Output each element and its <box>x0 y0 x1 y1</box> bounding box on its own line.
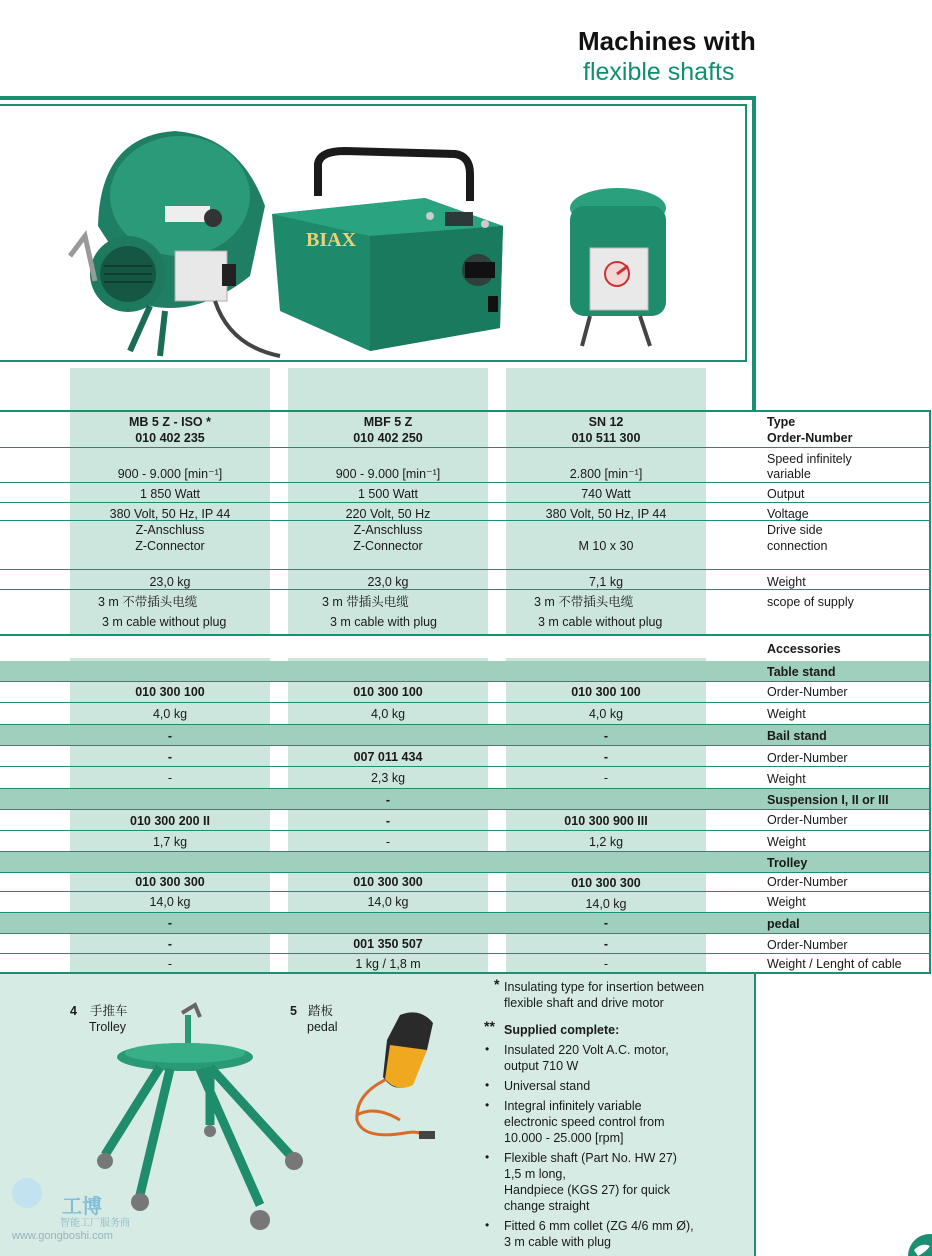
pedal-number: 5 <box>290 1004 297 1018</box>
suspension-order-2: - <box>385 814 391 828</box>
bullet-marker: • <box>485 1078 490 1092</box>
supply-cn-1: 3 m 不带插头电缆 <box>98 595 198 609</box>
pedal-label-cn: 踏板 <box>308 1004 334 1018</box>
note-2: Supplied complete: <box>504 1023 620 1037</box>
voltage-1: 380 Volt, 50 Hz, IP 44 <box>109 507 231 521</box>
supply-cn-2: 3 m 带插头电缆 <box>322 595 409 609</box>
table-stand-weight-2: 4,0 kg <box>370 707 406 721</box>
label-trolley-order: Order-Number <box>767 875 848 889</box>
globe-icon <box>904 1230 932 1256</box>
table-stand-weight-3: 4,0 kg <box>588 707 624 721</box>
bullet-3-line-1: Integral infinitely variable <box>504 1099 642 1113</box>
supply-en-3: 3 m cable without plug <box>538 615 663 629</box>
label-type: Type <box>767 415 796 429</box>
note-2star: ** <box>484 1018 495 1034</box>
suspension-band-2: - <box>385 793 391 807</box>
voltage-2: 220 Volt, 50 Hz <box>345 507 431 521</box>
speed-2: 900 - 9.000 [min⁻¹] <box>335 467 441 481</box>
label-drive-2: connection <box>767 539 828 553</box>
output-1: 1 850 Watt <box>140 487 200 501</box>
weight-1: 23,0 kg <box>149 575 191 589</box>
bullet-5-line-2: 3 m cable with plug <box>504 1235 612 1249</box>
bail-weight-2: 2,3 kg <box>370 771 406 785</box>
suspension-weight-1: 1,7 kg <box>152 835 188 849</box>
bullet-1-line-2: output 710 W <box>504 1059 579 1073</box>
pedal-weight-2: 1 kg / 1,8 m <box>355 957 421 971</box>
page-title: Machines with <box>578 26 756 56</box>
bullet-4-line-3: Handpiece (KGS 27) for quick <box>504 1183 671 1197</box>
biax-logo: BIAX <box>306 229 357 251</box>
bullet-4-line-1: Flexible shaft (Part No. HW 27) <box>504 1151 677 1165</box>
label-bail-weight: Weight <box>767 772 806 786</box>
page-subtitle: flexible shafts <box>583 58 735 86</box>
product-order-2: 010 402 250 <box>353 431 423 445</box>
section-table-stand: Table stand <box>767 665 836 679</box>
bail-order-1: - <box>167 750 173 764</box>
section-bail-stand: Bail stand <box>767 729 827 743</box>
bullet-marker: • <box>485 1150 490 1164</box>
supply-cn-3: 3 m 不带插头电缆 <box>534 595 634 609</box>
note-star: * <box>494 976 500 992</box>
trolley-order-3: 010 300 300 <box>571 876 641 890</box>
table-stand-order-3: 010 300 100 <box>571 685 641 699</box>
note-1a: Insulating type for insertion between <box>504 980 705 994</box>
label-weight-cable: Weight / Lenght of cable <box>767 957 902 971</box>
supply-en-2: 3 m cable with plug <box>330 615 438 629</box>
machine-sn12-image <box>570 188 666 346</box>
trolley-label-en: Trolley <box>89 1020 127 1034</box>
trolley-label-cn: 手推车 <box>90 1004 128 1018</box>
bail-order-2: 007 011 434 <box>353 750 423 764</box>
weight-2: 23,0 kg <box>367 575 409 589</box>
watermark-url: www.gongboshi.com <box>12 1230 113 1242</box>
trolley-order-1: 010 300 300 <box>135 875 205 889</box>
speed-3: 2.800 [min⁻¹] <box>569 467 643 481</box>
suspension-weight-2: - <box>385 835 391 849</box>
note-1b: flexible shaft and drive motor <box>504 996 664 1010</box>
drive-2b: Z-Connector <box>353 539 423 553</box>
label-suspension-order: Order-Number <box>767 813 848 827</box>
trolley-weight-3: 14,0 kg <box>585 897 627 911</box>
pedal-band-3: - <box>603 916 609 930</box>
product-order-1: 010 402 235 <box>135 431 205 445</box>
trolley-order-2: 010 300 300 <box>353 875 423 889</box>
machine-mbf5z-image <box>272 151 503 351</box>
label-speed-1: Speed infinitely <box>767 452 852 466</box>
pedal-order-3: - <box>603 937 609 951</box>
label-weight: Weight <box>767 575 806 589</box>
machine-photos <box>0 106 745 362</box>
pedal-weight-3: - <box>603 957 609 971</box>
section-trolley: Trolley <box>767 856 808 870</box>
product-type-3: SN 12 <box>588 415 624 429</box>
label-bail-order: Order-Number <box>767 751 848 765</box>
bullet-4-line-4: change straight <box>504 1199 590 1213</box>
speed-1: 900 - 9.000 [min⁻¹] <box>117 467 223 481</box>
watermark-logo: 工博 <box>62 1196 102 1218</box>
bullet-1-line-1: Insulated 220 Volt A.C. motor, <box>504 1043 669 1057</box>
trolley-weight-2: 14,0 kg <box>367 895 409 909</box>
bail-weight-3: - <box>603 771 609 785</box>
pedal-band-1: - <box>167 916 173 930</box>
label-pedal-order: Order-Number <box>767 938 848 952</box>
machine-mb5z-image <box>70 131 280 356</box>
trolley-weight-1: 14,0 kg <box>149 895 191 909</box>
photo-panel <box>0 104 747 362</box>
bail-order-3: - <box>603 750 609 764</box>
product-type-1: MB 5 Z - ISO * <box>129 415 211 429</box>
pedal-order-1: - <box>167 937 173 951</box>
table-stand-weight-1: 4,0 kg <box>152 707 188 721</box>
watermark-subtitle: 智能工厂服务商 <box>60 1218 130 1229</box>
pedal-weight-1: - <box>167 957 173 971</box>
bullet-marker: • <box>485 1218 490 1232</box>
bullet-4-line-2: 1,5 m long, <box>504 1167 566 1181</box>
suspension-order-1: 010 300 200 II <box>130 814 210 828</box>
weight-3: 7,1 kg <box>588 575 624 589</box>
suspension-order-3: 010 300 900 III <box>564 814 648 828</box>
label-drive-1: Drive side <box>767 523 823 537</box>
bullet-3-line-3: 10.000 - 25.000 [rpm] <box>504 1131 624 1145</box>
drive-1b: Z-Connector <box>135 539 205 553</box>
bullet-5-line-1: Fitted 6 mm collet (ZG 4/6 mm Ø), <box>504 1219 694 1233</box>
output-2: 1 500 Watt <box>358 487 418 501</box>
label-speed-2: variable <box>767 467 811 481</box>
product-type-2: MBF 5 Z <box>363 415 413 429</box>
label-accessories: Accessories <box>767 642 841 656</box>
bail-band-1: - <box>167 729 173 743</box>
voltage-3: 380 Volt, 50 Hz, IP 44 <box>545 507 667 521</box>
bail-weight-1: - <box>167 771 173 785</box>
trolley-number: 4 <box>70 1004 77 1018</box>
watermark-mascot-icon <box>12 1178 42 1208</box>
pedal-order-2: 001 350 507 <box>353 937 423 951</box>
label-table-stand-order: Order-Number <box>767 685 848 699</box>
label-suspension-weight: Weight <box>767 835 806 849</box>
supply-en-1: 3 m cable without plug <box>102 615 227 629</box>
label-trolley-weight: Weight <box>767 895 806 909</box>
label-scope: scope of supply <box>767 595 854 609</box>
bullet-3-line-2: electronic speed control from <box>504 1115 665 1129</box>
label-voltage: Voltage <box>767 507 809 521</box>
bullet-marker: • <box>485 1042 490 1056</box>
section-suspension: Suspension I, II or III <box>767 793 889 807</box>
table-stand-order-2: 010 300 100 <box>353 685 423 699</box>
bail-band-3: - <box>603 729 609 743</box>
table-stand-order-1: 010 300 100 <box>135 685 205 699</box>
product-order-3: 010 511 300 <box>571 431 641 445</box>
label-order-number: Order-Number <box>767 431 853 445</box>
drive-3b: M 10 x 30 <box>578 539 634 553</box>
label-output: Output <box>767 487 805 501</box>
drive-2a: Z-Anschluss <box>353 523 423 537</box>
bullet-2-line-1: Universal stand <box>504 1079 591 1093</box>
section-pedal: pedal <box>767 917 800 931</box>
output-3: 740 Watt <box>581 487 631 501</box>
pedal-label-en: pedal <box>307 1020 338 1034</box>
drive-1a: Z-Anschluss <box>135 523 205 537</box>
suspension-weight-3: 1,2 kg <box>588 835 624 849</box>
bullet-marker: • <box>485 1098 490 1112</box>
label-table-stand-weight: Weight <box>767 707 806 721</box>
pedal-image <box>345 1005 445 1145</box>
